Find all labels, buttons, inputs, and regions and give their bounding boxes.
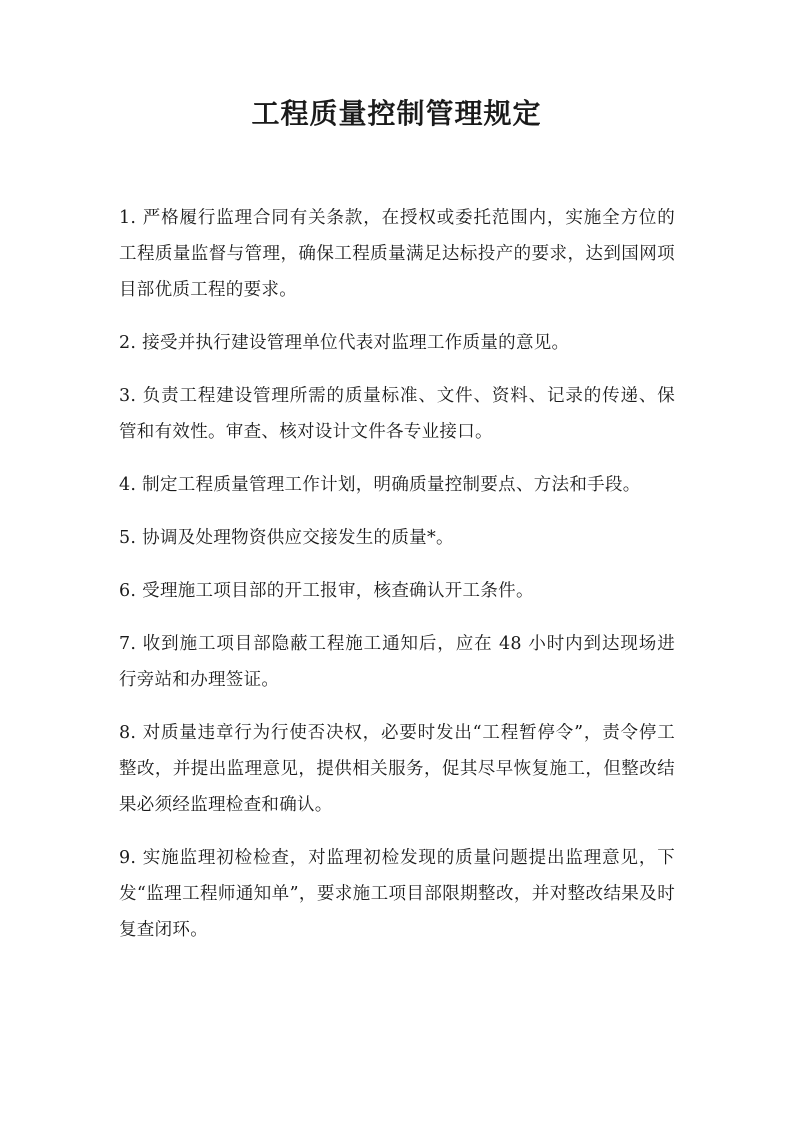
document-title: 工程质量控制管理规定 [251, 97, 542, 130]
rule-item-4: 4. 制定工程质量管理工作计划，明确质量控制要点、方法和手段。 [119, 475, 641, 495]
rule-item-9: 9. 实施监理初检检查，对监理初检发现的质量问题提出监理意见，下发“监理工程师通知单”，要求施工项目部限期整改，并对整改结果及时复查闭环。 [119, 848, 675, 940]
rule-item-5: 5. 协调及处理物资供应交接发生的质量*。 [119, 528, 454, 548]
rule-item-6: 6. 受理施工项目部的开工报审，核查确认开工条件。 [119, 581, 534, 601]
rule-item-8: 8. 对质量违章行为行使否决权，必要时发出“工程暂停令”，责令停工整改，并提出监理意见，提供相关服务，促其尽早恢复施工，但整改结果必须经监理检查和确认。 [119, 723, 675, 815]
rule-item-1: 1. 严格履行监理合同有关条款，在授权或委托范围内，实施全方位的工程质量监督与管理，确保工程质量满足达标投产的要求，达到国网项目部优质工程的要求。 [119, 208, 675, 300]
rule-item-2: 2. 接受并执行建设管理单位代表对监理工作质量的意见。 [119, 333, 570, 353]
rule-item-3: 3. 负责工程建设管理所需的质量标准、文件、资料、记录的传递、保管和有效性。审查、核对设计文件各专业接口。 [119, 386, 675, 442]
document-body [119, 200, 675, 965]
rule-item-7: 7. 收到施工项目部隐蔽工程施工通知后，应在 48 小时内到达现场进行旁站和办理签证。 [119, 634, 675, 690]
